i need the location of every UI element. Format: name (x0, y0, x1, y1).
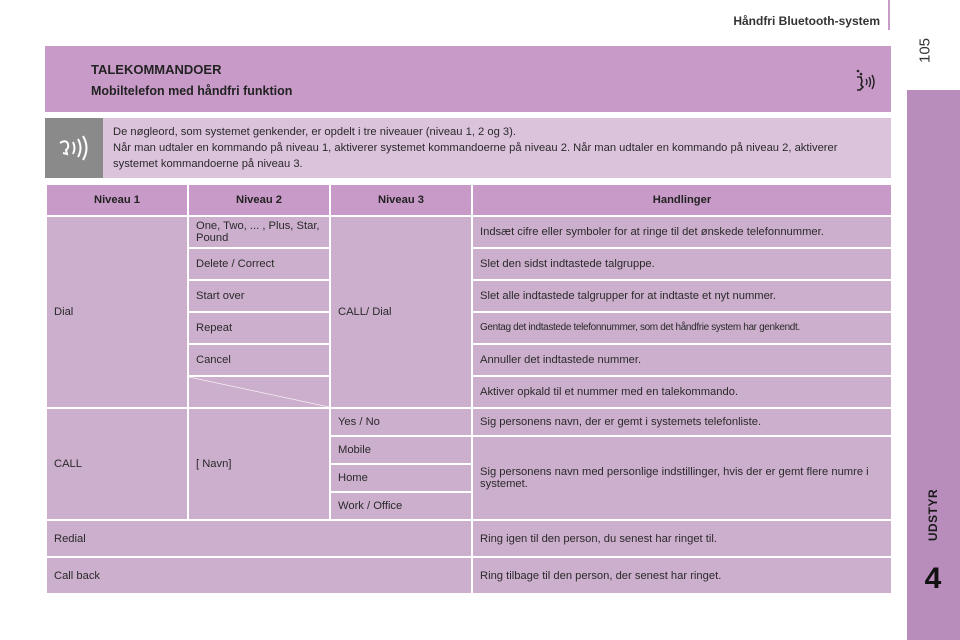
empty-diagonal-cell (188, 376, 330, 408)
redial-action-cell: Ring igen til den person, du senest har ringet til. (472, 520, 892, 557)
info-box (45, 118, 891, 178)
dial-action-cell: Slet den sidst indtastede talgruppe. (472, 248, 892, 280)
dial-level2-cell: Cancel (188, 344, 330, 376)
page-number: 105 (916, 37, 934, 64)
info-line-2: Når man udtaler en kommando på niveau 1, aktiverer systemet kommandoerne på niveau 2. Når man udtaler en kommando på niveau 2, aktiverer systemet kommandoerne på niveau 3. (113, 142, 838, 170)
chapter-label-text: UDSTYR (926, 488, 940, 542)
call-level1-cell: CALL (46, 408, 188, 520)
dial-level2-cell: Start over (188, 280, 330, 312)
chapter-number: 4 (924, 562, 942, 595)
dial-action-cell: Gentag det indtastede telefonnummer, som det håndfrie system har genkendt. (472, 312, 892, 344)
dial-level2-cell: One, Two, ... , Plus, Star, Pound (188, 216, 330, 248)
column-header-level-1: Niveau 1 (46, 184, 188, 216)
table-row (46, 408, 892, 436)
table-row (46, 216, 892, 248)
chapter-label (919, 480, 947, 550)
call-level2-cell: [ Navn] (188, 408, 330, 520)
dial-level2-cell: Delete / Correct (188, 248, 330, 280)
voice-commands-table-wrap (45, 183, 891, 595)
section-title-box (45, 46, 891, 112)
info-icon-box (45, 118, 103, 178)
table-row (46, 520, 892, 557)
section-title: TALEKOMMANDOER (91, 62, 222, 77)
section-subtitle: Mobiltelefon med håndfri funktion (91, 84, 293, 98)
chapter-side-tab (907, 90, 960, 640)
voice-commands-table (45, 183, 893, 595)
call-action-cell: Sig personens navn med personlige indstillinger, hvis der er gemt flere numre i systemet. (472, 436, 892, 520)
column-header-level-2: Niveau 2 (188, 184, 330, 216)
call-level3-cell: Yes / No (330, 408, 472, 436)
info-line-1: De nøgleord, som systemet genkender, er opdelt i tre niveauer (niveau 1, 2 og 3). (113, 126, 516, 138)
callback-cell: Call back (46, 557, 472, 594)
dial-level2-cell: Repeat (188, 312, 330, 344)
redial-cell: Redial (46, 520, 472, 557)
dial-level3-cell: CALL/ Dial (330, 216, 472, 408)
speech-sound-icon (56, 133, 92, 163)
call-level3-cell: Work / Office (330, 492, 472, 520)
call-level3-cell: Mobile (330, 436, 472, 464)
dial-action-cell: Slet alle indtastede talgrupper for at indtaste et nyt nummer. (472, 280, 892, 312)
callback-action-cell: Ring tilbage til den person, der senest har ringet. (472, 557, 892, 594)
column-header-actions: Handlinger (472, 184, 892, 216)
dial-action-cell: Indsæt cifre eller symboler for at ringe til det ønskede telefonnummer. (472, 216, 892, 248)
call-action-cell: Sig personens navn, der er gemt i systemets telefonliste. (472, 408, 892, 436)
header-divider (888, 0, 890, 30)
table-row (46, 557, 892, 594)
dial-action-cell: Annuller det indtastede nummer. (472, 344, 892, 376)
dial-level1-cell: Dial (46, 216, 188, 408)
column-header-level-3: Niveau 3 (330, 184, 472, 216)
call-level3-cell: Home (330, 464, 472, 492)
header-title: Håndfri Bluetooth-system (733, 14, 880, 28)
info-text (113, 124, 883, 172)
dial-action-cell: Aktiver opkald til et nummer med en talekommando. (472, 376, 892, 408)
voice-command-icon (855, 68, 877, 94)
table-header-row (46, 184, 892, 216)
